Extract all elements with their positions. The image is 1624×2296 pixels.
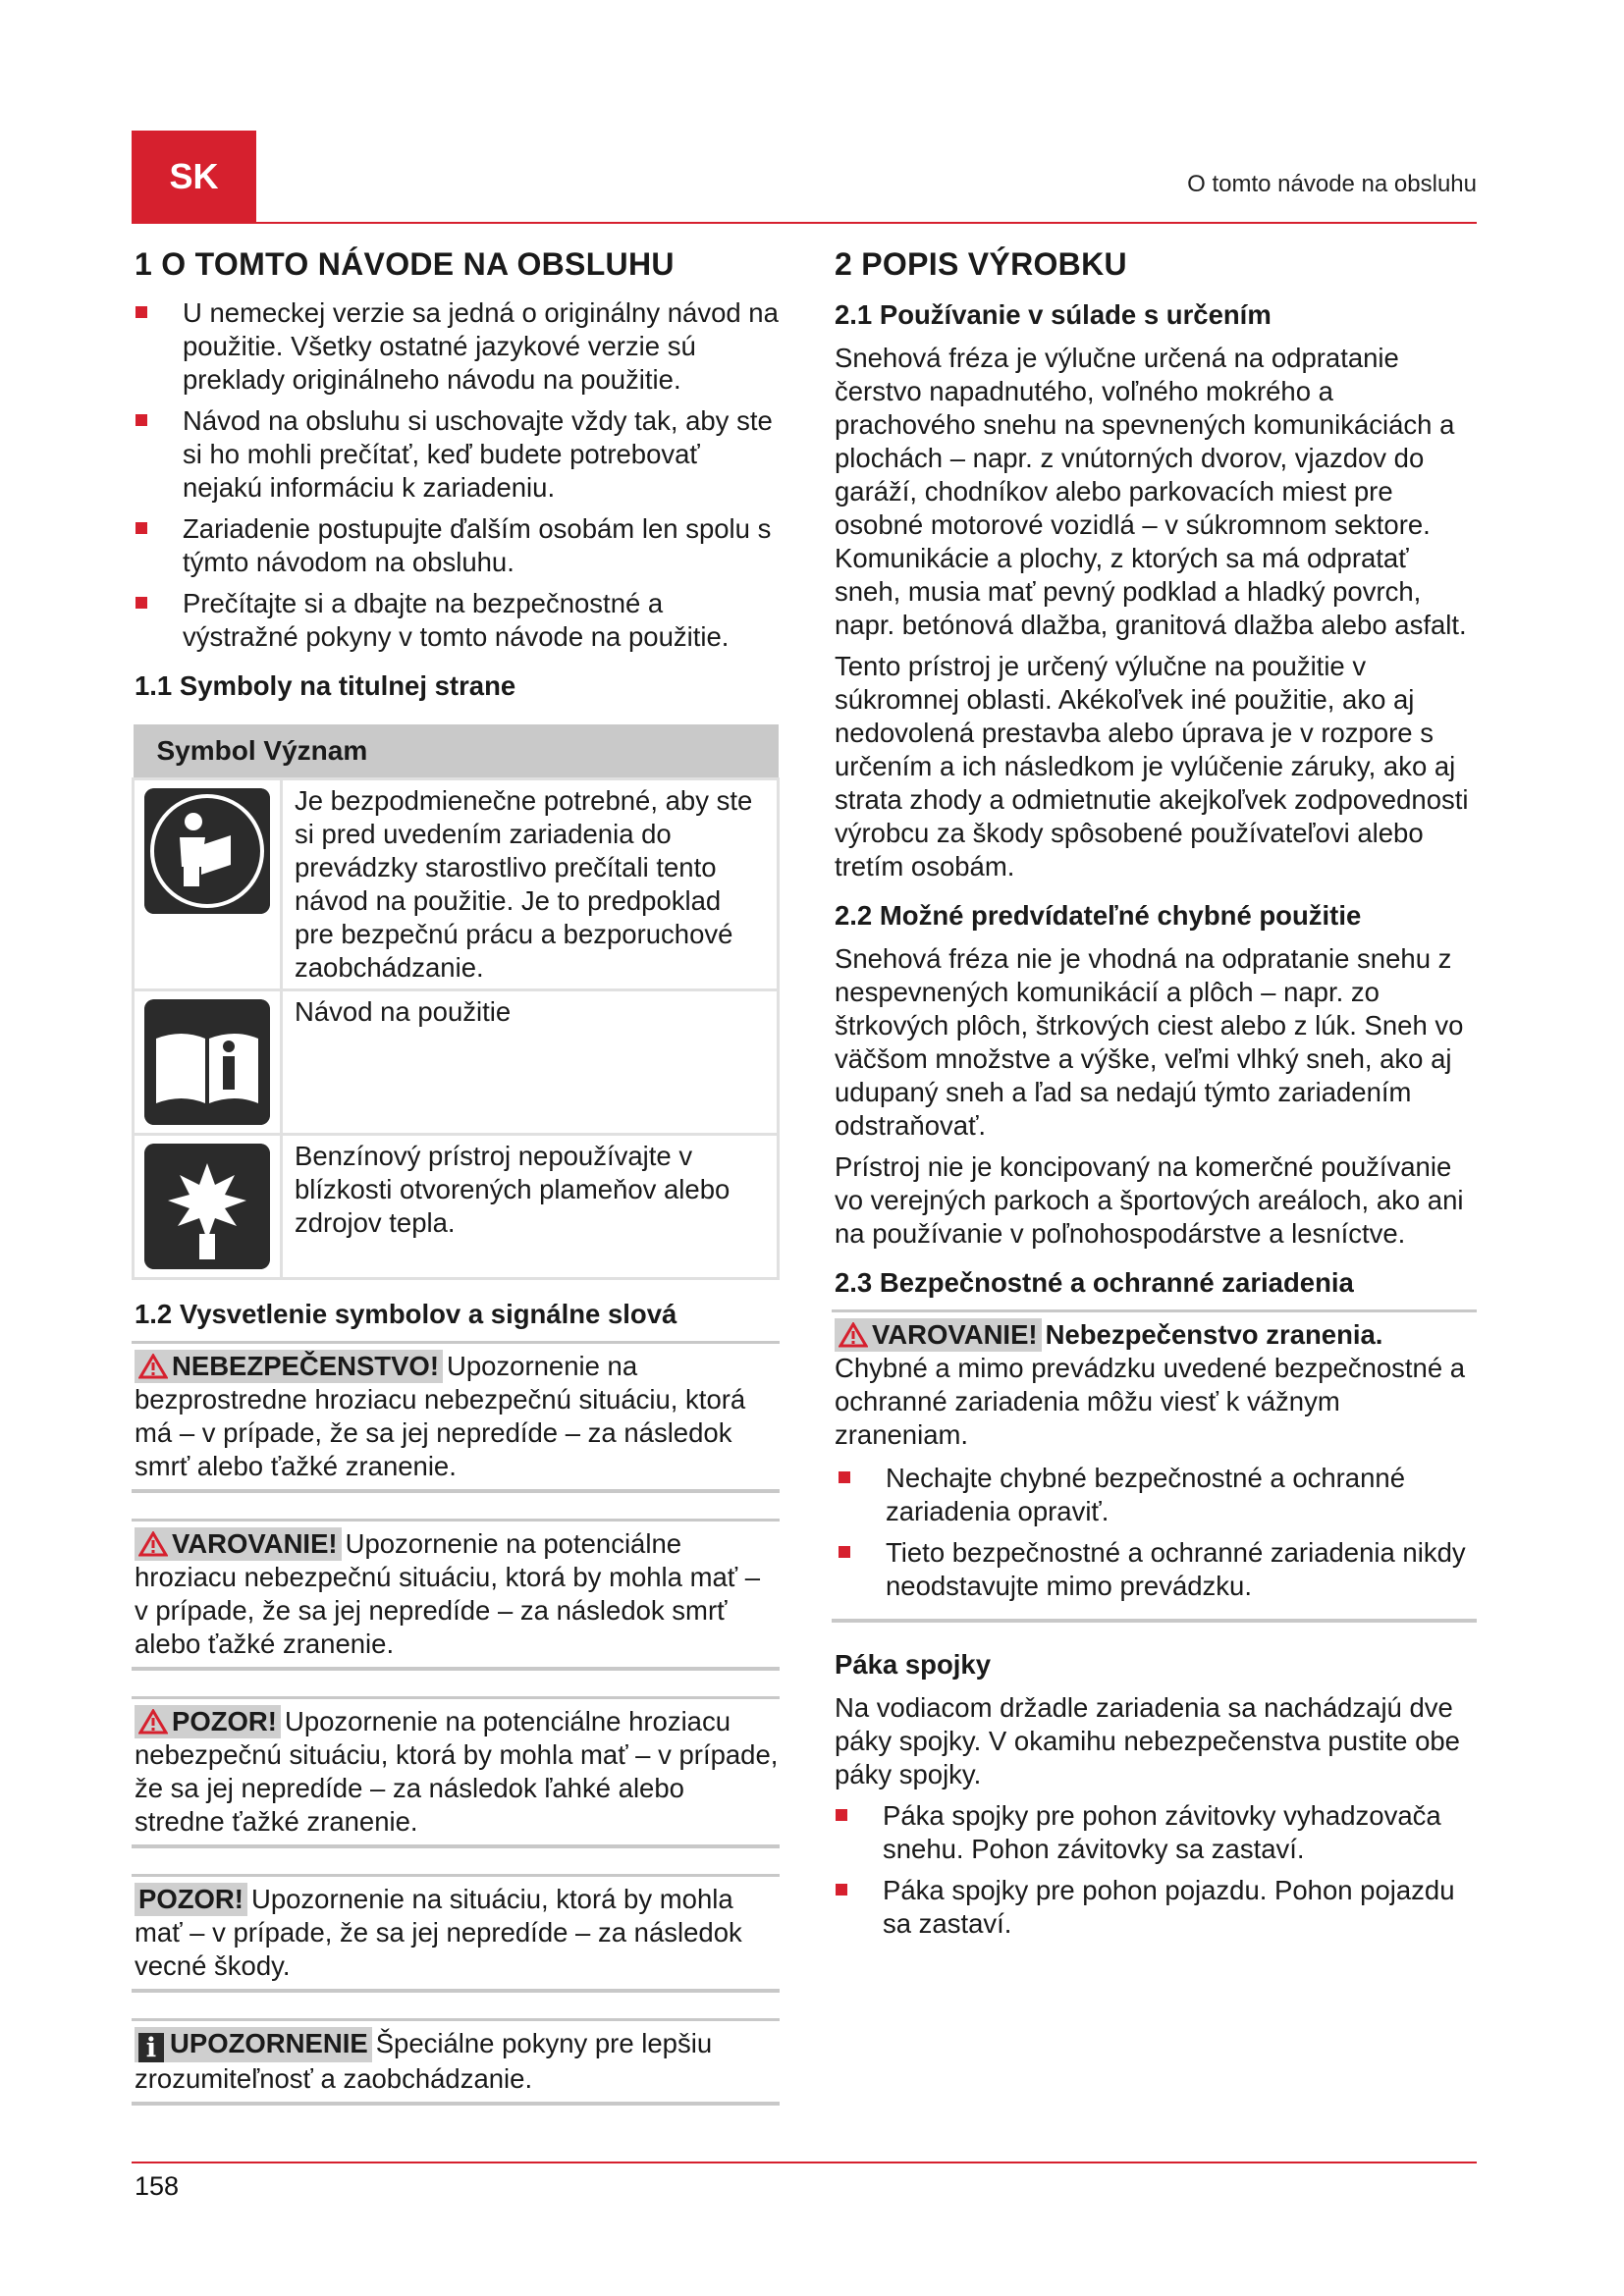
warning-triangle-icon [138,1709,168,1735]
warning-triangle-icon [138,1531,168,1557]
table-row [134,779,779,990]
signal-word: POZOR! [135,1883,247,1916]
notice-text: Upozornenie na bezprostredne hroziacu nebezpečnú situáciu, ktorá má – v prípade, že sa jej nepredíde – za následok smrť alebo ťažké zranenie. [135,1351,746,1481]
section-2-3-heading: 2.3 Bezpečnostné a ochranné zariadenia [835,1267,1354,1298]
list-item: Páka spojky pre pohon pojazdu. Pohon pojazdu sa zastaví. [832,1874,1477,1941]
footer-rule [132,2162,1477,2163]
notice-text: Špeciálne pokyny pre lepšiu zrozumiteľnosť a zaobchádzanie. [135,2028,713,2094]
symbol-table [132,724,780,1280]
page-number: 158 [135,2171,180,2201]
intro-bullet-list [132,296,780,654]
clutch-heading: Páka spojky [835,1649,991,1680]
section-1-heading: 1 O TOMTO NÁVODE NA OBSLUHU [135,246,675,282]
paragraph: Tento prístroj je určený výlučne na použitie v súkromnej oblasti. Akékoľvek iné použitie, ako aj nedovolená prestavba alebo úprava je v rozpore s určením a ich následkom je vylúčenie záruky, ako aj strata zhody a odmietnutie akejkoľvek zodpovednosti výrobcu za škody spôsobené používateľovi alebo tretím osobám. [835,651,1469,881]
paragraph: Snehová fréza je výlučne určená na odpratanie čerstvo napadnutého, voľného mokrého a prachového snehu na spevnených komunikáciách a plochách – napr. z vnútorných dvorov, vjazdov do garáží, chodníkov alebo parkovacích miest pre osobné motorové vozidlá – v súkromnom sektore. Komunikácie a plochy, z ktorých sa má odpratať sneh, musia mať pevný podklad a hladký povrch, napr. betónová dlažba, granitová dlažba alebo asfalt. [835,343,1467,640]
left-column [132,245,780,2131]
danger-notice [132,1341,780,1493]
safety-warning-notice [832,1309,1477,1623]
signal-word: VAROVANIE! [835,1318,1042,1352]
list-item: Prečítajte si a dbajte na bezpečnostné a výstražné pokyny v tomto návode na použitie. [132,587,780,654]
symbol-meaning: Návod na použitie [282,990,779,1135]
list-item: U nemeckej verzie sa jedná o originálny návod na použitie. Všetky ostatné jazykové verzie sú preklady originálneho návodu na použitie. [132,296,780,397]
notice-text: Upozornenie na potenciálne hroziacu nebezpečnú situáciu, ktorá by mohla mať – v prípade, že sa jej nepredíde – za následok smrť alebo ťažké zranenie. [135,1528,761,1659]
list-item: Nechajte chybné bezpečnostné a ochranné zariadenia opraviť. [835,1462,1477,1528]
paragraph: Prístroj nie je koncipovaný na komerčné používanie vo verejných parkoch a športových areáloch, ako ani na používanie v poľnohospodárstve a lesníctve. [835,1151,1464,1249]
list-item: Zariadenie postupujte ďalším osobám len spolu s týmto návodom na obsluhu. [132,512,780,579]
section-2-heading: 2 POPIS VÝROBKU [835,246,1127,282]
warning-triangle-icon [839,1322,868,1348]
table-row [134,990,779,1135]
section-2-1-heading: 2.1 Používanie v súlade s určením [835,299,1272,330]
list-item: Tieto bezpečnostné a ochranné zariadenia nikdy neodstavujte mimo prevádzku. [835,1536,1477,1603]
notice-text: Upozornenie na potenciálne hroziacu nebezpečnú situáciu, ktorá by mohla mať – v prípade, že sa jej nepredíde – za následok ľahké alebo stredne ťažké zranenie. [135,1706,779,1837]
language-tab: SK [132,131,256,222]
symbol-table-header: Symbol Význam [134,724,779,779]
signal-word: POZOR! [135,1705,281,1738]
signal-word: NEBEZPEČENSTVO! [135,1350,443,1383]
caution-notice [132,1696,780,1848]
section-1-2-heading: 1.2 Vysvetlenie symbolov a signálne slová [135,1299,677,1329]
symbol-meaning: Benzínový prístroj nepoužívajte v blízkosti otvorených plameňov alebo zdrojov tepla. [282,1135,779,1279]
list-item: Návod na obsluhu si uschovajte vždy tak, aby ste si ho mohli prečítať, keď budete potrebovať nejakú informáciu k zariadeniu. [132,404,780,505]
safety-bullet-list [835,1462,1477,1603]
read-manual-icon [144,788,270,914]
running-header: O tomto návode na obsluhu [1187,171,1477,197]
section-1-1-heading: 1.1 Symboly na titulnej strane [135,670,516,701]
warning-triangle-icon [138,1354,168,1379]
symbol-meaning: Je bezpodmienečne potrebné, aby ste si pred uvedením zariadenia do prevádzky starostlivo prečítali tento návod na použitie. Je to predpoklad pre bezpečnú prácu a bezporuchové zaobchádzanie. [282,779,779,990]
warning-notice [132,1519,780,1671]
signal-word: VAROVANIE! [135,1527,342,1561]
manual-info-icon [144,999,270,1125]
list-item: Páka spojky pre pohon závitovky vyhadzovača snehu. Pohon závitovky sa zastaví. [832,1799,1477,1866]
right-column [832,245,1477,1950]
paragraph: Snehová fréza nie je vhodná na odpratanie snehu z nespevnených komunikácií a plôch – napr. zo štrkových plôch, štrkových ciest alebo z lúk. Sneh vo väčšom množstve a výške, veľmi vlhký sneh, ako aj udupaný sneh a ľad sa nedajú týmto zariadením odstraňovať. [835,943,1464,1141]
info-notice [132,2018,780,2106]
property-caution-notice [132,1874,780,1993]
notice-text: Upozornenie na situáciu, ktorá by mohla mať – v prípade, že sa jej nepredíde – za následok vecné škody. [135,1884,742,1981]
section-2-2-heading: 2.2 Možné predvídateľné chybné použitie [835,900,1362,931]
notice-bold: Nebezpečenstvo zranenia. [1045,1319,1383,1350]
fire-flame-icon [144,1144,270,1269]
clutch-bullet-list [832,1799,1477,1941]
info-icon: i [138,2033,164,2062]
signal-word: i UPOZORNENIE [135,2027,372,2062]
paragraph: Na vodiacom držadle zariadenia sa nachádzajú dve páky spojky. V okamihu nebezpečenstva pustite obe páky spojky. [835,1692,1460,1789]
notice-text: Chybné a mimo prevádzku uvedené bezpečnostné a ochranné zariadenia môžu viesť k vážnym zraneniam. [835,1353,1466,1450]
header-rule [132,222,1477,224]
table-row [134,1135,779,1279]
